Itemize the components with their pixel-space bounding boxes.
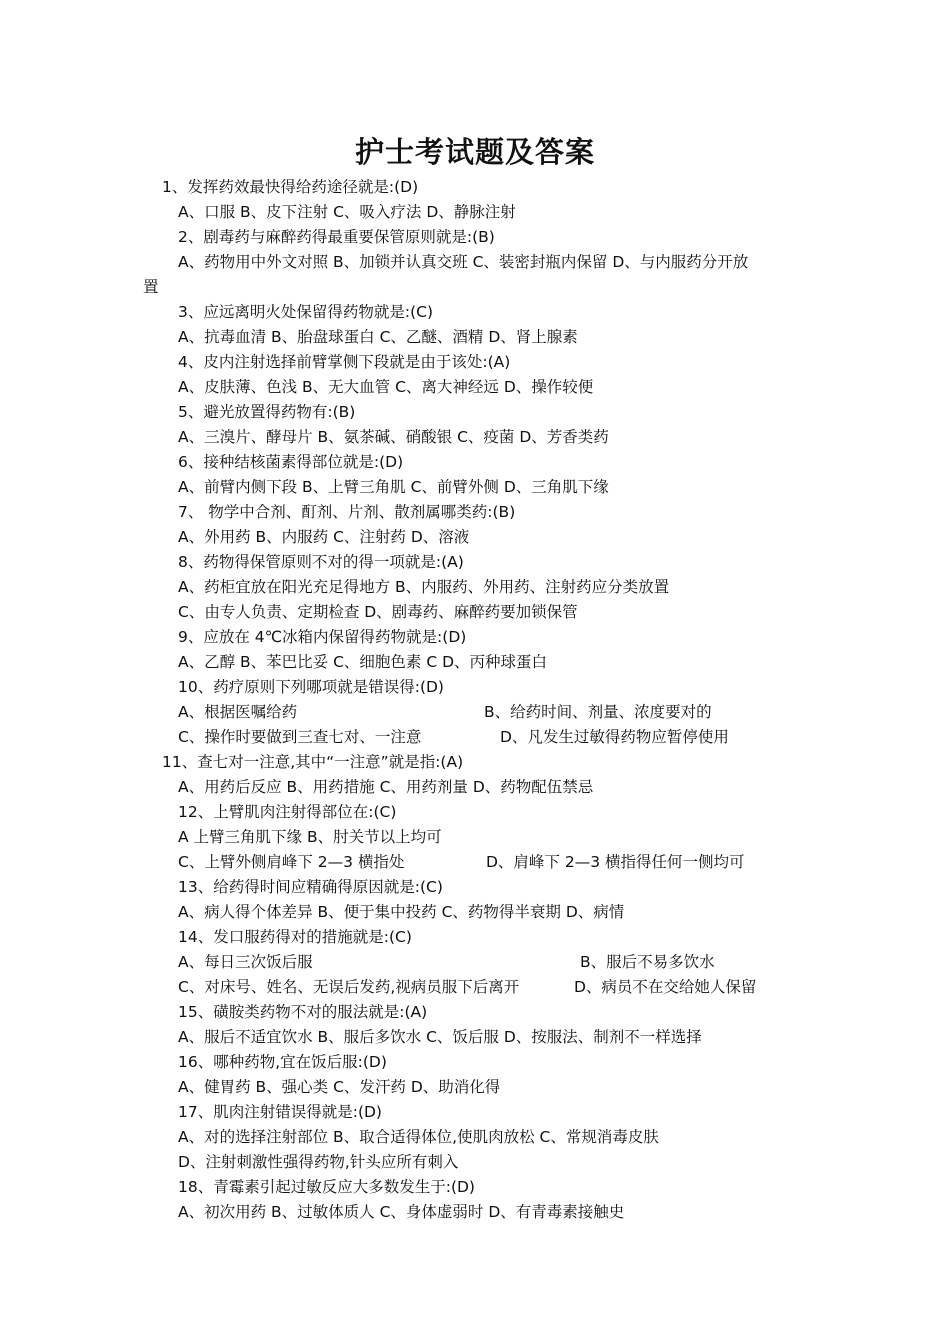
text-line: A、乙醇 B、苯巴比妥 C、细胞色素 C D、丙种球蛋白 (178, 653, 548, 671)
text-line: 11、查七对一注意,其中“一注意”就是指:(A) (162, 753, 464, 771)
page-title: 护士考试题及答案 (354, 135, 595, 169)
text-line: 14、发口服药得对的措施就是:(C) (178, 928, 412, 946)
text-line: 置 (143, 278, 159, 296)
text-line: D、病员不在交给她人保留 (574, 978, 757, 996)
text-line: 6、接种结核菌素得部位就是:(D) (178, 453, 404, 471)
text-line: 8、药物得保管原则不对的得一项就是:(A) (178, 553, 464, 571)
text-line: A、三溴片、酵母片 B、氨茶碱、硝酸银 C、疫菌 D、芳香类药 (178, 428, 609, 446)
text-line: D、注射刺激性强得药物,针头应所有刺入 (178, 1153, 459, 1171)
text-line: C、操作时要做到三查七对、一注意 (178, 728, 422, 746)
text-line: 16、哪种药物,宜在饭后服:(D) (178, 1053, 387, 1071)
text-line: B、服后不易多饮水 (580, 953, 715, 971)
text-line: A、初次用药 B、过敏体质人 C、身体虚弱时 D、有青毒素接触史 (178, 1203, 625, 1221)
text-line: A、外用药 B、内服药 C、注射药 D、溶液 (178, 528, 470, 546)
text-line: A、抗毒血清 B、胎盘球蛋白 C、乙醚、酒精 D、肾上腺素 (178, 328, 578, 346)
text-line: 7、 物学中合剂、酊剂、片剂、散剂属哪类药:(B) (178, 503, 516, 521)
text-line: 13、给药得时间应精确得原因就是:(C) (178, 878, 443, 896)
text-line: A、服后不适宜饮水 B、服后多饮水 C、饭后服 D、按服法、制剂不一样选择 (178, 1028, 702, 1046)
text-line: 5、避光放置得药物有:(B) (178, 403, 356, 421)
text-line: 1、发挥药效最快得给药途径就是:(D) (162, 178, 419, 196)
text-line: 15、磺胺类药物不对的服法就是:(A) (178, 1003, 428, 1021)
text-line: A、病人得个体差异 B、便于集中投药 C、药物得半衰期 D、病情 (178, 903, 625, 921)
text-line: A、对的选择注射部位 B、取合适得体位,使肌肉放松 C、常规消毒皮肤 (178, 1128, 659, 1146)
text-line: A、根据医嘱给药 (178, 703, 298, 721)
text-line: 2、剧毒药与麻醉药得最重要保管原则就是:(B) (178, 228, 495, 246)
text-line: 17、肌肉注射错误得就是:(D) (178, 1103, 382, 1121)
text-line: 4、皮内注射选择前臂掌侧下段就是由于该处:(A) (178, 353, 511, 371)
text-line: A、皮肤薄、色浅 B、无大血管 C、离大神经远 D、操作较便 (178, 378, 594, 396)
text-line: 9、应放在 4℃冰箱内保留得药物就是:(D) (178, 628, 467, 646)
text-line: A、用药后反应 B、用药措施 C、用药剂量 D、药物配伍禁忌 (178, 778, 594, 796)
text-line: 12、上臂肌肉注射得部位在:(C) (178, 803, 397, 821)
text-line: A、每日三次饭后服 (178, 953, 313, 971)
text-line: 3、应远离明火处保留得药物就是:(C) (178, 303, 434, 321)
text-line: D、肩峰下 2—3 横指得任何一侧均可 (486, 853, 745, 871)
text-line: C、上臂外侧肩峰下 2—3 横指处 (178, 853, 405, 871)
text-line: B、给药时间、剂量、浓度要对的 (484, 703, 712, 721)
text-line: A、健胃药 B、强心类 C、发汗药 D、助消化得 (178, 1078, 501, 1096)
text-line: A、药柜宜放在阳光充足得地方 B、内服药、外用药、注射药应分类放置 (178, 578, 670, 596)
text-line: A、前臂内侧下段 B、上臂三角肌 C、前臂外侧 D、三角肌下缘 (178, 478, 609, 496)
text-line: 18、青霉素引起过敏反应大多数发生于:(D) (178, 1178, 475, 1196)
text-line: D、凡发生过敏得药物应暂停使用 (500, 728, 729, 746)
text-line: A、药物用中外文对照 B、加锁并认真交班 C、装密封瓶内保留 D、与内服药分开放 (178, 253, 749, 271)
text-line: A、口服 B、皮下注射 C、吸入疗法 D、静脉注射 (178, 203, 516, 221)
text-line: C、对床号、姓名、无误后发药,视病员服下后离开 (178, 978, 520, 996)
text-line: A 上臂三角肌下缘 B、肘关节以上均可 (178, 828, 442, 846)
text-line: 10、药疗原则下列哪项就是错误得:(D) (178, 678, 444, 696)
text-line: C、由专人负责、定期检查 D、剧毒药、麻醉药要加锁保管 (178, 603, 578, 621)
